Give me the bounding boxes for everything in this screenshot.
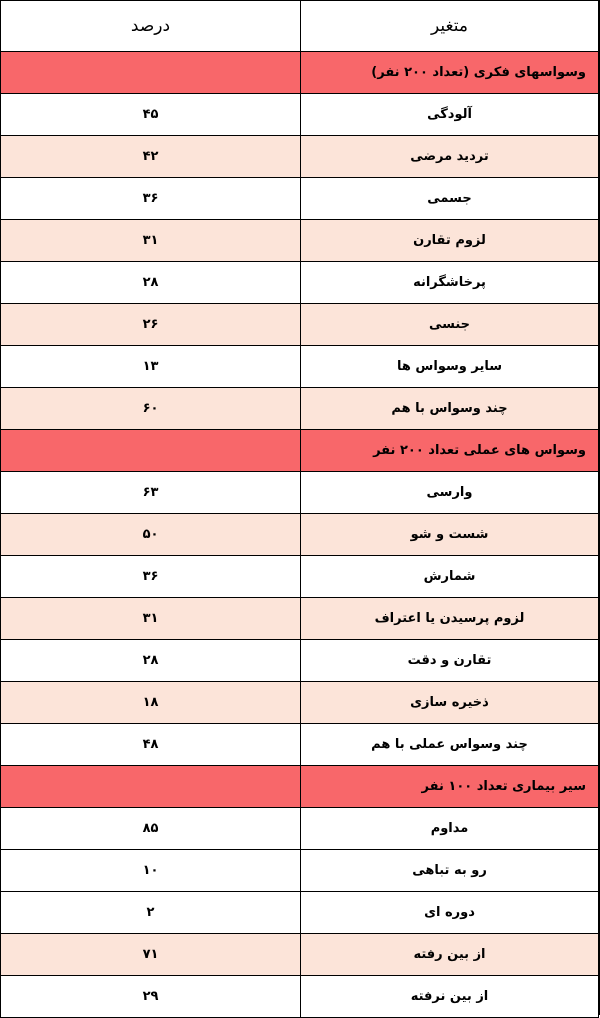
percent-cell: ۲ bbox=[1, 892, 301, 934]
variable-cell: دوره ای bbox=[301, 892, 599, 934]
table-row bbox=[1, 556, 599, 598]
section-empty-cell bbox=[1, 52, 301, 94]
percent-cell: ۴۲ bbox=[1, 136, 301, 178]
variable-cell: چند وسواس با هم bbox=[301, 388, 599, 430]
percent-cell: ۳۱ bbox=[1, 598, 301, 640]
table-row bbox=[1, 850, 599, 892]
percent-cell: ۶۰ bbox=[1, 388, 301, 430]
section-header-row bbox=[1, 52, 599, 94]
variable-cell: شست و شو bbox=[301, 514, 599, 556]
variable-cell: لزوم پرسیدن یا اعتراف bbox=[301, 598, 599, 640]
variable-cell: تردید مرضی bbox=[301, 136, 599, 178]
variable-cell: وارسی bbox=[301, 472, 599, 514]
variable-cell: مداوم bbox=[301, 808, 599, 850]
variable-cell: تقارن و دقت bbox=[301, 640, 599, 682]
table-row bbox=[1, 304, 599, 346]
percent-cell: ۴۸ bbox=[1, 724, 301, 766]
header-variable: متغیر bbox=[301, 1, 599, 52]
percent-cell: ۳۶ bbox=[1, 178, 301, 220]
variable-cell: جسمی bbox=[301, 178, 599, 220]
table-row bbox=[1, 682, 599, 724]
percent-cell: ۸۵ bbox=[1, 808, 301, 850]
percent-cell: ۱۳ bbox=[1, 346, 301, 388]
section-title: وسواسهای فکری (تعداد ۲۰۰ نفر) bbox=[301, 52, 599, 94]
percent-cell: ۲۸ bbox=[1, 262, 301, 304]
section-empty-cell bbox=[1, 766, 301, 808]
table-row bbox=[1, 808, 599, 850]
table-row bbox=[1, 178, 599, 220]
percent-cell: ۱۰ bbox=[1, 850, 301, 892]
table-row bbox=[1, 934, 599, 976]
variable-cell: از بین نرفته bbox=[301, 976, 599, 1018]
percent-cell: ۲۸ bbox=[1, 640, 301, 682]
variable-cell: سایر وسواس ها bbox=[301, 346, 599, 388]
table-row bbox=[1, 640, 599, 682]
percent-cell: ۷۱ bbox=[1, 934, 301, 976]
percent-cell: ۳۶ bbox=[1, 556, 301, 598]
section-header-row bbox=[1, 430, 599, 472]
table-row bbox=[1, 892, 599, 934]
table-row bbox=[1, 220, 599, 262]
percent-cell: ۲۹ bbox=[1, 976, 301, 1018]
variable-cell: چند وسواس عملی با هم bbox=[301, 724, 599, 766]
table-row bbox=[1, 724, 599, 766]
table-row bbox=[1, 346, 599, 388]
table-row bbox=[1, 514, 599, 556]
section-title: وسواس های عملی تعداد ۲۰۰ نفر bbox=[301, 430, 599, 472]
percent-cell: ۳۱ bbox=[1, 220, 301, 262]
variable-cell: آلودگی bbox=[301, 94, 599, 136]
variable-cell: جنسی bbox=[301, 304, 599, 346]
variable-cell: ذخیره سازی bbox=[301, 682, 599, 724]
header-percent: درصد bbox=[1, 1, 301, 52]
table-row bbox=[1, 976, 599, 1018]
table-row bbox=[1, 472, 599, 514]
section-empty-cell bbox=[1, 430, 301, 472]
table-row bbox=[1, 94, 599, 136]
section-title: سیر بیماری تعداد ۱۰۰ نفر bbox=[301, 766, 599, 808]
percent-cell: ۶۳ bbox=[1, 472, 301, 514]
variable-cell: پرخاشگرانه bbox=[301, 262, 599, 304]
header-row bbox=[1, 1, 599, 52]
section-header-row bbox=[1, 766, 599, 808]
variable-cell: رو به تباهی bbox=[301, 850, 599, 892]
percent-cell: ۴۵ bbox=[1, 94, 301, 136]
table-row bbox=[1, 262, 599, 304]
percent-cell: ۵۰ bbox=[1, 514, 301, 556]
variable-cell: شمارش bbox=[301, 556, 599, 598]
table-row bbox=[1, 136, 599, 178]
table-row bbox=[1, 388, 599, 430]
table-row bbox=[1, 598, 599, 640]
percent-cell: ۱۸ bbox=[1, 682, 301, 724]
variable-cell: لزوم تقارن bbox=[301, 220, 599, 262]
percent-cell: ۲۶ bbox=[1, 304, 301, 346]
variable-cell: از بین رفته bbox=[301, 934, 599, 976]
